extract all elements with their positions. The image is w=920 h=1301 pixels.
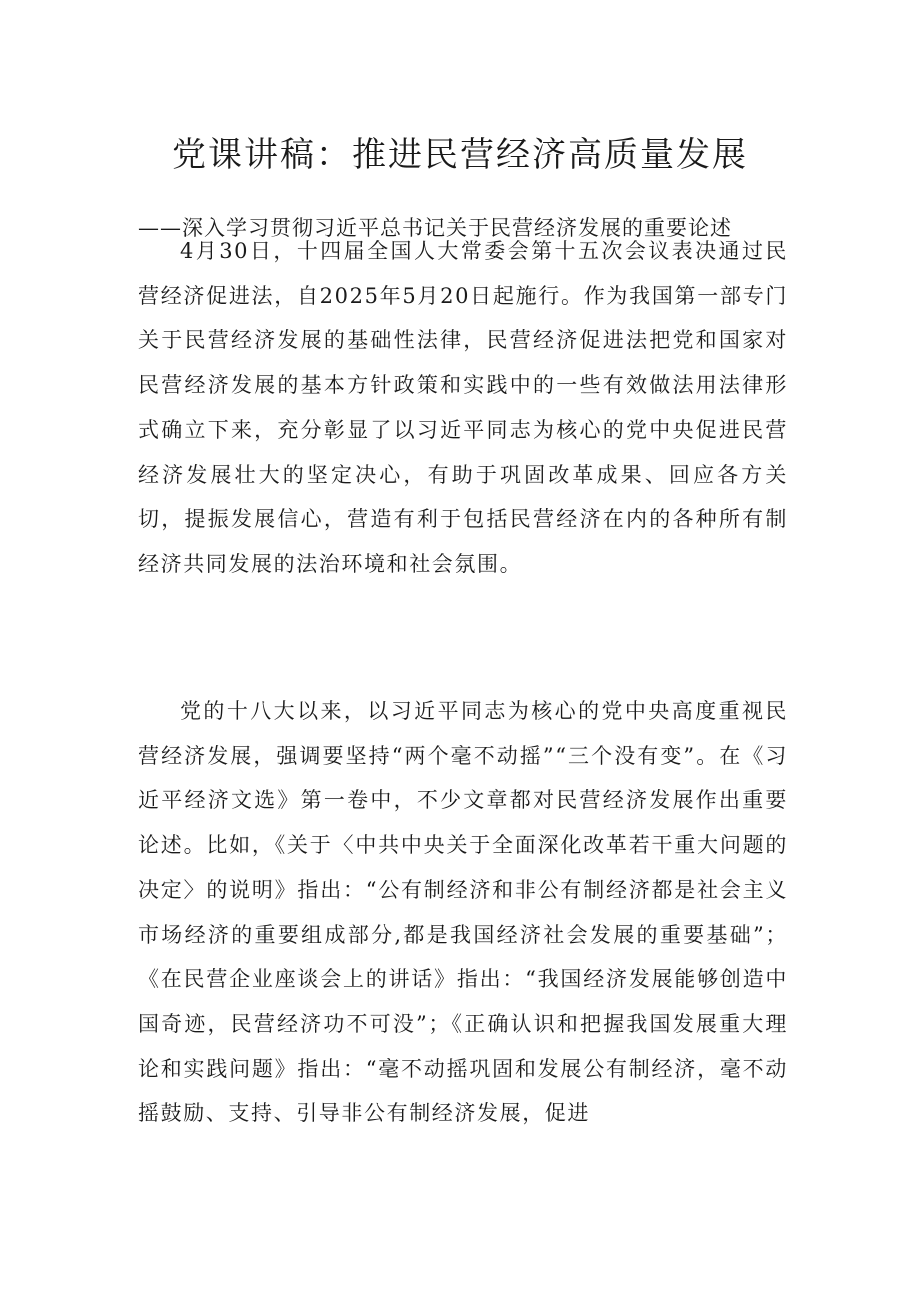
paragraph-1: 4月30日，十四届全国人大常委会第十五次会议表决通过民营经济促进法，自2025年5月20日起施行。作为我国第一部专门关于民营经济发展的基础性法律，民营经济促进法把党和国家对民营经济发展的基本方针政策和实践中的一些有效做法用法律形式确立下来，充分彰显了以习近平同志为核心的党中央促进民营经济发展壮大的坚定决心，有助于巩固改革成果、回应各方关切，提振发展信心，营造有利于包括民营经济在内的各种所有制经济共同发展的法治环境和社会氛围。 [138,239,788,576]
document-subtitle: ——深入学习贯彻习近平总书记关于民营经济发展的重要论述 [138,216,732,240]
paragraph-2: 党的十八大以来，以习近平同志为核心的党中央高度重视民营经济发展，强调要坚持“两个毫不动摇”“三个没有变”。在《习近平经济文选》第一卷中，不少文章都对民营经济发展作出重要论述。比如，《关于〈中共中央关于全面深化改革若干重大问题的决定〉的说明》指出：“公有制经济和非公有制经济都是社会主义市场经济的重要组成部分,都是我国经济社会发展的重要基础”；《在民营企业座谈会上的讲话》指出：“我国经济发展能够创造中国奇迹，民营经济功不可没”；《正确认识和把握我国发展重大理论和实践问题》指出：“毫不动摇巩固和发展公有制经济，毫不动摇鼓励、支持、引导非公有制经济发展，促进 [138,699,788,1126]
document-title: 党课讲稿：推进民营经济高质量发展 [172,135,748,175]
